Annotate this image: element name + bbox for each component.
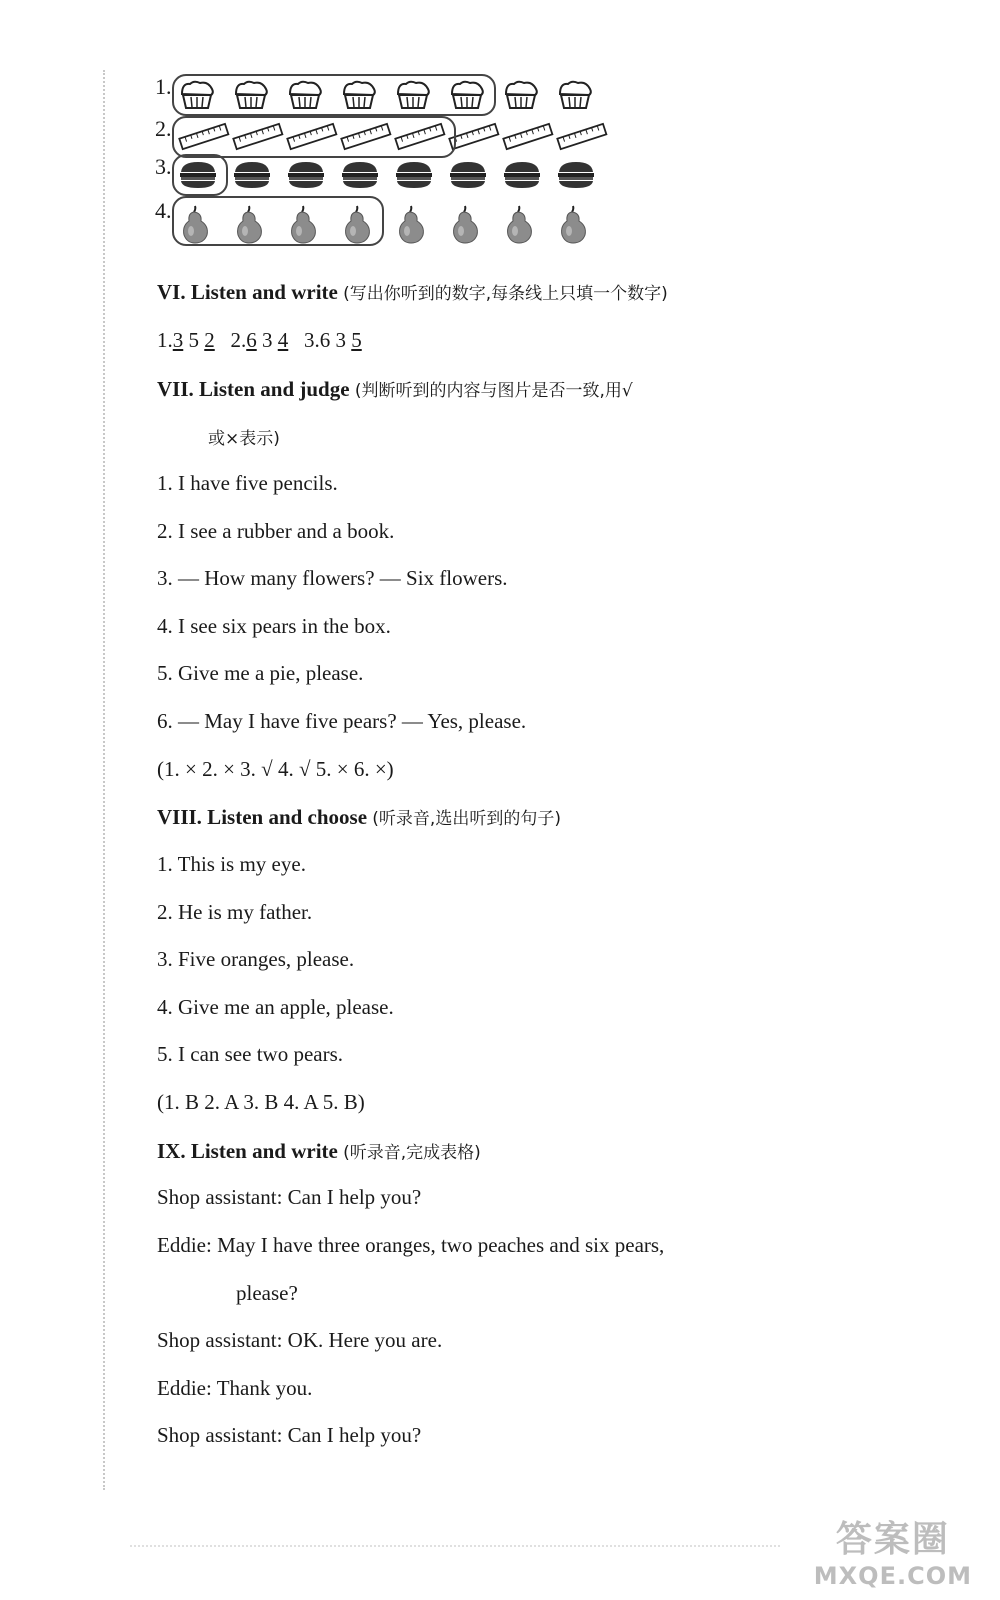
ruler-icon	[556, 122, 608, 154]
picture-row-number: 1.	[155, 74, 172, 99]
section-9-note: (听录音,完成表格)	[343, 1143, 481, 1163]
cake-icon	[556, 80, 594, 112]
watermark-top: 答案圈	[835, 1519, 950, 1560]
section-8-heading	[157, 804, 561, 830]
watermark-bottom: MXQE.COM	[813, 1562, 972, 1590]
circled-group	[172, 116, 456, 158]
hamburger-icon	[556, 160, 596, 192]
watermark-logo	[814, 1511, 972, 1590]
pear-icon	[502, 204, 536, 236]
dialogue-line: Shop assistant: Can I help you?	[157, 1185, 422, 1209]
cake-icon	[502, 80, 540, 112]
section-7-line: 2. I see a rubber and a book.	[157, 519, 395, 543]
hamburger-icon	[394, 160, 434, 192]
section-7-line: 5. Give me a pie, please.	[157, 661, 364, 685]
dialogue-line: Eddie: Thank you.	[157, 1376, 313, 1400]
picture-row-number: 4.	[155, 198, 172, 223]
section-6-note: (写出你听到的数字,每条线上只填一个数字)	[343, 284, 668, 304]
section-7-line: 4. I see six pears in the box.	[157, 614, 391, 638]
circled-group	[172, 74, 496, 116]
section-7-answers: (1. × 2. × 3. √ 4. √ 5. × 6. ×)	[157, 757, 394, 781]
dialogue-line: Shop assistant: OK. Here you are.	[157, 1328, 443, 1352]
hamburger-icon	[448, 160, 488, 192]
hamburger-icon	[502, 160, 542, 192]
dialogue-line: please?	[236, 1281, 298, 1305]
section-7-note-cont: 或×表示)	[208, 429, 280, 449]
pear-icon	[448, 204, 482, 236]
section-7-line: 3. — How many flowers? — Six flowers.	[157, 566, 508, 590]
ruler-icon	[502, 122, 554, 154]
picture-row	[155, 154, 655, 198]
dialogue-line: Shop assistant: Can I help you?	[157, 1423, 422, 1447]
section-8-answers: (1. B 2. A 3. B 4. A 5. B)	[157, 1090, 365, 1114]
picture-row	[155, 198, 655, 242]
section-7-heading	[157, 376, 633, 402]
margin-dotted-line	[103, 70, 105, 1490]
pear-icon	[556, 204, 590, 236]
section-8-line: 1. This is my eye.	[157, 852, 306, 876]
circled-group	[172, 196, 384, 246]
hamburger-icon	[340, 160, 380, 192]
picture-row-number: 2.	[155, 116, 172, 141]
hamburger-icon	[286, 160, 326, 192]
section-8-title: VIII. Listen and choose	[157, 805, 368, 829]
hamburger-icon	[232, 160, 272, 192]
dialogue-line: Eddie: May I have three oranges, two peaches and six pears,	[157, 1233, 665, 1257]
section-8-note: (听录音,选出听到的句子)	[372, 809, 561, 829]
section-9-title: IX. Listen and write	[157, 1139, 338, 1163]
section-7-title: VII. Listen and judge	[157, 377, 350, 401]
section-8-line: 4. Give me an apple, please.	[157, 995, 394, 1019]
picture-row	[155, 74, 655, 118]
section-8-line: 3. Five oranges, please.	[157, 947, 355, 971]
section-6-answers: 1.3 5 2 2.6 3 4 3.6 3 5	[157, 328, 362, 352]
circled-group	[172, 154, 228, 196]
section-9-heading	[157, 1138, 481, 1164]
section-8-line: 5. I can see two pears.	[157, 1042, 344, 1066]
section-6-title: VI. Listen and write	[157, 280, 338, 304]
section-7-line: 6. — May I have five pears? — Yes, please.	[157, 709, 527, 733]
picture-row-number: 3.	[155, 154, 172, 179]
pear-icon	[394, 204, 428, 236]
section-7-note: (判断听到的内容与图片是否一致,用√	[354, 381, 633, 401]
section-6-heading	[157, 279, 668, 305]
section-8-line: 2. He is my father.	[157, 900, 313, 924]
section-7-line: 1. I have five pencils.	[157, 471, 338, 495]
footer-dotted-line	[130, 1545, 780, 1547]
